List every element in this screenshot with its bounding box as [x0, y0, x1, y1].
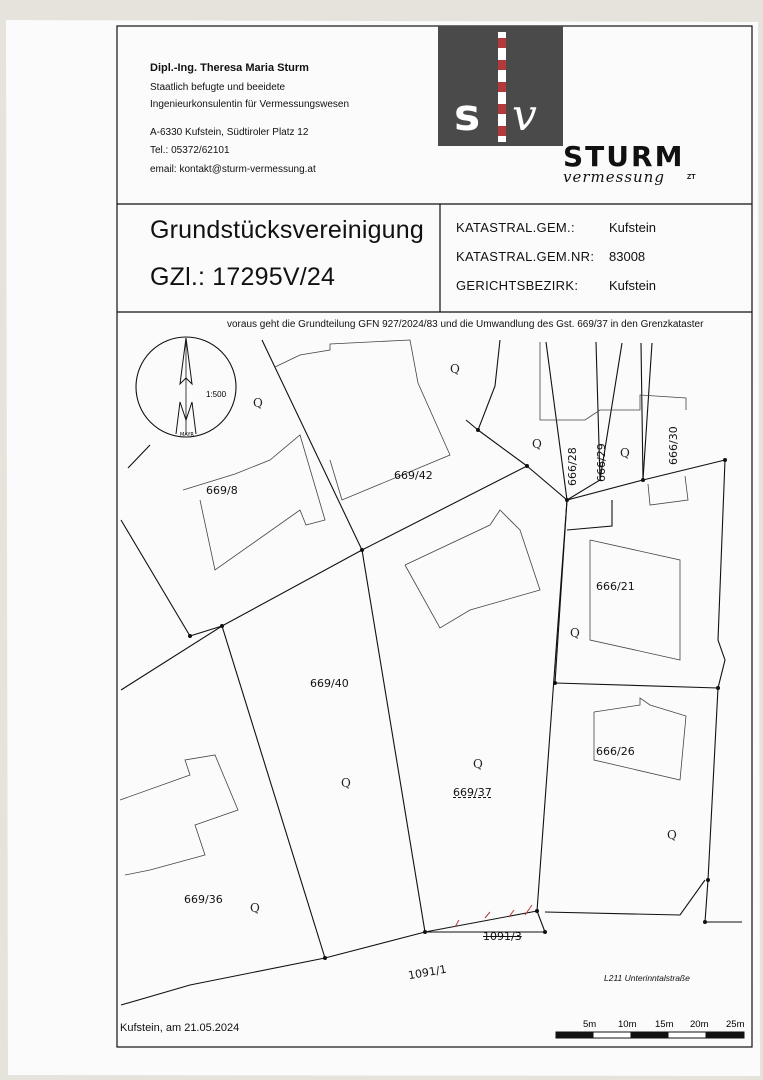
logo-badge: ZT: [687, 174, 696, 181]
parcel-669-42: 669/42: [394, 469, 433, 482]
meadow-symbol: Q: [620, 446, 630, 460]
kat-label-2: KATASTRAL.GEM.NR:: [456, 249, 595, 264]
parcel-666-26: 666/26: [596, 745, 635, 758]
parcel-669-8: 669/8: [206, 484, 238, 497]
svg-text:v: v: [512, 90, 537, 141]
compass-scale: 1:500: [206, 390, 227, 399]
surveyor-name: Dipl.-Ing. Theresa Maria Sturm: [150, 62, 309, 74]
svg-text:s: s: [454, 90, 481, 141]
meadow-symbol: Q: [250, 901, 260, 915]
parcel-666-30: 666/30: [667, 426, 680, 465]
footer-place-date: Kufstein, am 21.05.2024: [120, 1022, 240, 1034]
surveyor-line1: Staatlich befugte und beeidete: [150, 82, 286, 93]
north-arrow: [136, 337, 236, 438]
svg-text:MAYR: MAYR: [180, 432, 194, 438]
scale-label-20: 20m: [690, 1019, 709, 1030]
meadow-symbol: Q: [473, 757, 483, 771]
meadow-symbol: Q: [341, 776, 351, 790]
meadow-symbol: Q: [570, 626, 580, 640]
kat-value-2: 83008: [609, 249, 646, 264]
logo-sub: vermessung: [563, 168, 665, 186]
parcel-666-29: 666/29: [595, 443, 608, 482]
meadow-symbol: Q: [253, 396, 263, 410]
meadow-symbol: Q: [450, 362, 460, 376]
kat-value-1: Kufstein: [609, 220, 656, 235]
street-name: L211 Unterinntalstraße: [604, 973, 690, 983]
kat-label-3: GERICHTSBEZIRK:: [456, 278, 579, 293]
document-gzl: GZl.: 17295V/24: [150, 263, 336, 291]
scale-label-5: 5m: [583, 1019, 597, 1030]
surveyor-tel: Tel.: 05372/62101: [150, 145, 230, 156]
parcel-666-21: 666/21: [596, 580, 635, 593]
document-title: Grundstücksvereinigung: [150, 216, 424, 244]
kat-value-3: Kufstein: [609, 278, 656, 293]
parcel-669-40: 669/40: [310, 677, 349, 690]
parcel-1091-1: 1091/1: [407, 962, 448, 983]
parcel-669-36: 669/36: [184, 893, 223, 906]
scale-label-25: 25m: [726, 1019, 745, 1030]
scale-label-15: 15m: [655, 1019, 674, 1030]
meadow-symbol: Q: [667, 828, 677, 842]
parcel-666-28: 666/28: [566, 447, 579, 486]
logo-brand: STURM: [563, 140, 685, 173]
surveyor-line2: Ingenieurkonsulentin für Vermessungswesen: [150, 99, 350, 110]
scale-label-10: 10m: [618, 1019, 637, 1030]
parcel-669-37: 669/37: [453, 786, 492, 799]
scale-bar: [556, 1032, 744, 1038]
parcel-1091-3: 1091/3: [483, 930, 522, 943]
surveyor-email: email: kontakt@sturm-vermessung.at: [150, 164, 316, 175]
kat-label-1: KATASTRAL.GEM.:: [456, 220, 575, 235]
meadow-symbol: Q: [532, 437, 542, 451]
surveyor-address: A-6330 Kufstein, Südtiroler Platz 12: [150, 127, 309, 138]
preliminary-note: voraus geht die Grundteilung GFN 927/2024/83 und die Umwandlung des Gst. 669/37 in den Grenzkataster: [227, 319, 704, 330]
